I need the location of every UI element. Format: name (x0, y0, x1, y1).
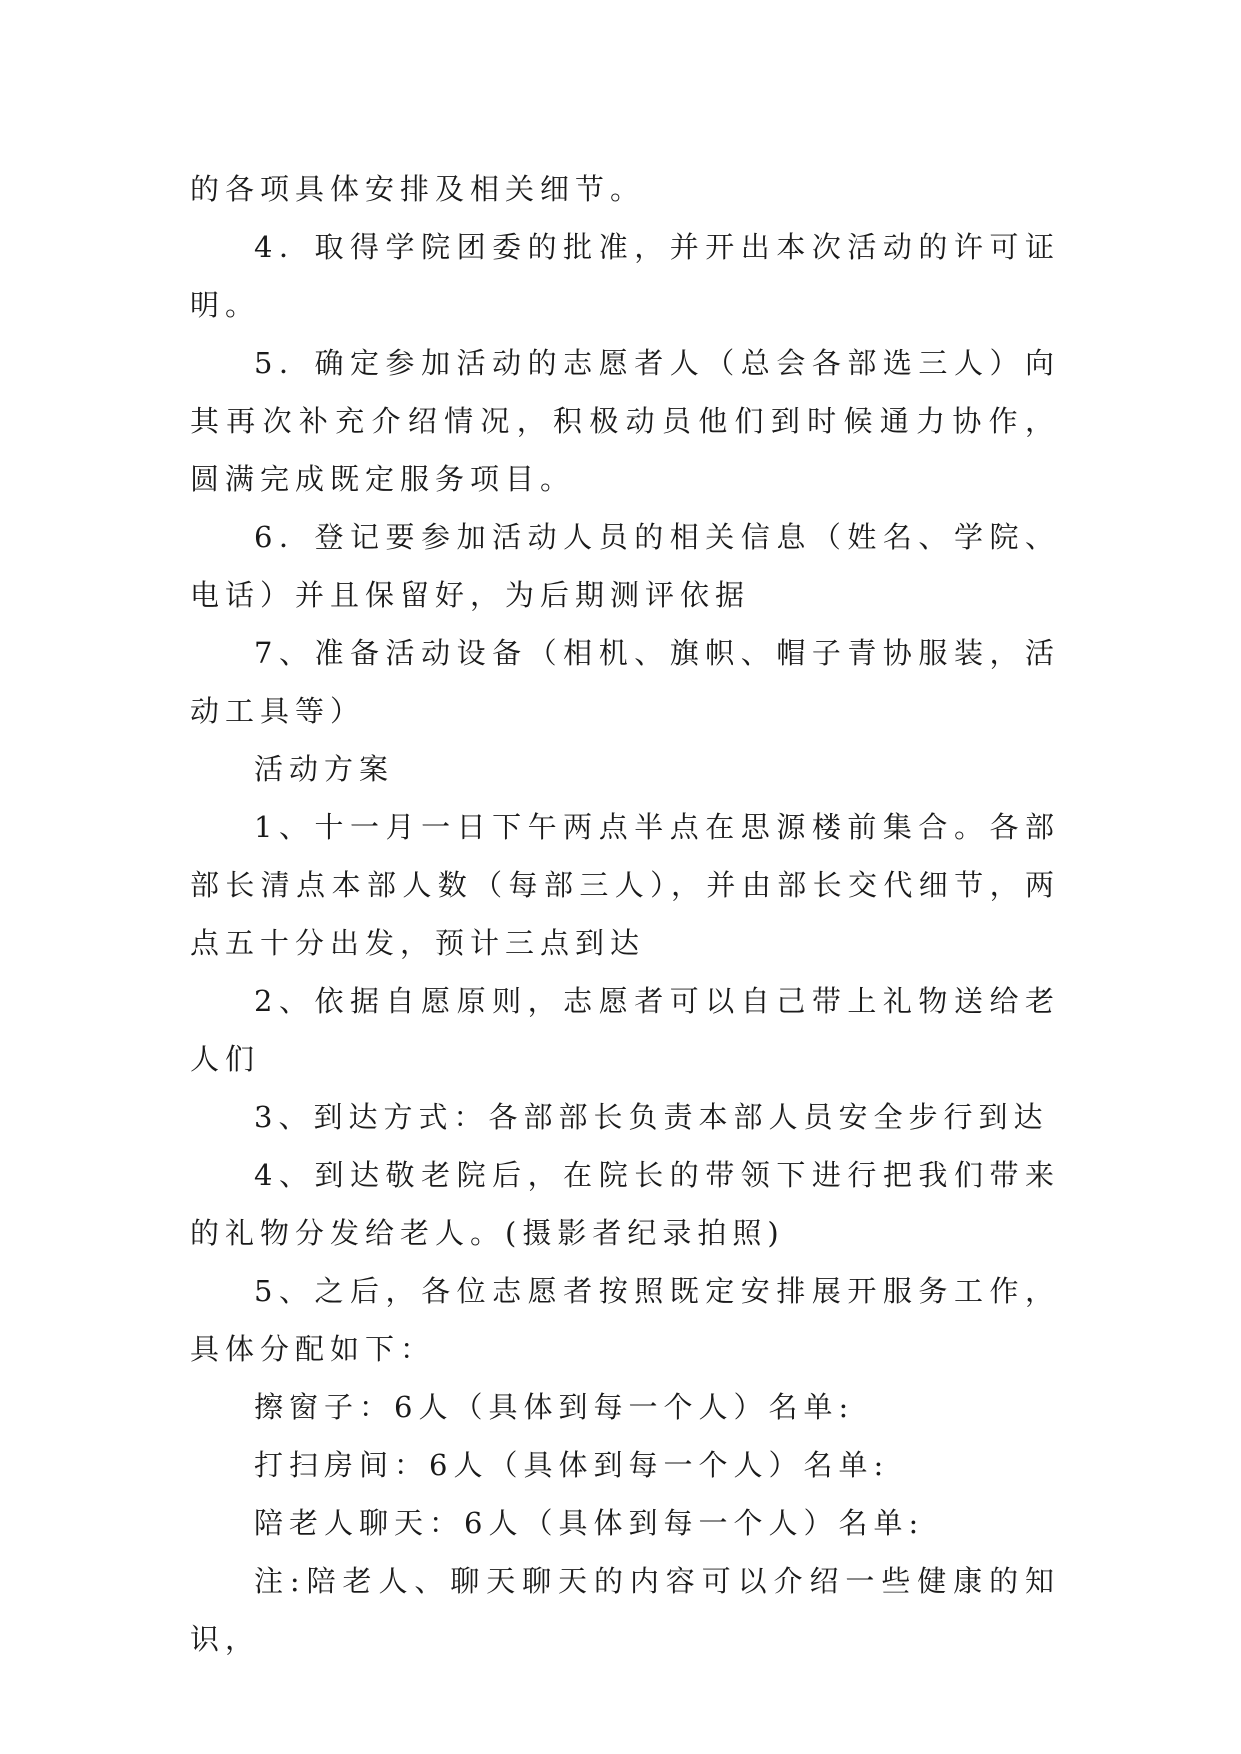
plan-step-3: 3、到达方式：各部部长负责本部人员安全步行到达 (254, 1100, 1049, 1134)
assignment-chatting: 陪老人聊天：6人（具体到每一个人）名单: (254, 1506, 925, 1540)
assignment-cleaning: 打扫房间：6人（具体到每一个人）名单: (254, 1448, 890, 1482)
section-heading-activity-plan: 活动方案 (254, 752, 395, 786)
document-body (190, 160, 1060, 1668)
paragraph-item-4: 4．取得学院团委的批准，并开出本次活动的许可证明。 (190, 230, 1060, 322)
plan-step-4: 4、到达敬老院后，在院长的带领下进行把我们带来的礼物分发给老人。(摄影者纪录拍照) (190, 1158, 1060, 1250)
paragraph-item-7: 7、准备活动设备（相机、旗帜、帽子青协服装，活动工具等） (190, 636, 1060, 728)
plan-step-1: 1、十一月一日下午两点半点在思源楼前集合。各部部长清点本部人数（每部三人），并由部长交代细节，两点五十分出发，预计三点到达 (190, 810, 1060, 960)
assignment-windows: 擦窗子：6人（具体到每一个人）名单: (254, 1390, 855, 1424)
paragraph-item-6: 6．登记要参加活动人员的相关信息（姓名、学院、电话）并且保留好，为后期测评依据 (190, 520, 1060, 612)
note-paragraph: 注:陪老人、聊天聊天的内容可以介绍一些健康的知识， (190, 1564, 1060, 1656)
paragraph-continuation: 的各项具体安排及相关细节。 (190, 172, 646, 206)
plan-step-5: 5、之后，各位志愿者按照既定安排展开服务工作，具体分配如下： (190, 1274, 1060, 1366)
plan-step-2: 2、依据自愿原则，志愿者可以自己带上礼物送给老人们 (190, 984, 1060, 1076)
paragraph-item-5: 5．确定参加活动的志愿者人（总会各部选三人）向其再次补充介绍情况，积极动员他们到时候通力协作，圆满完成既定服务项目。 (190, 346, 1060, 496)
